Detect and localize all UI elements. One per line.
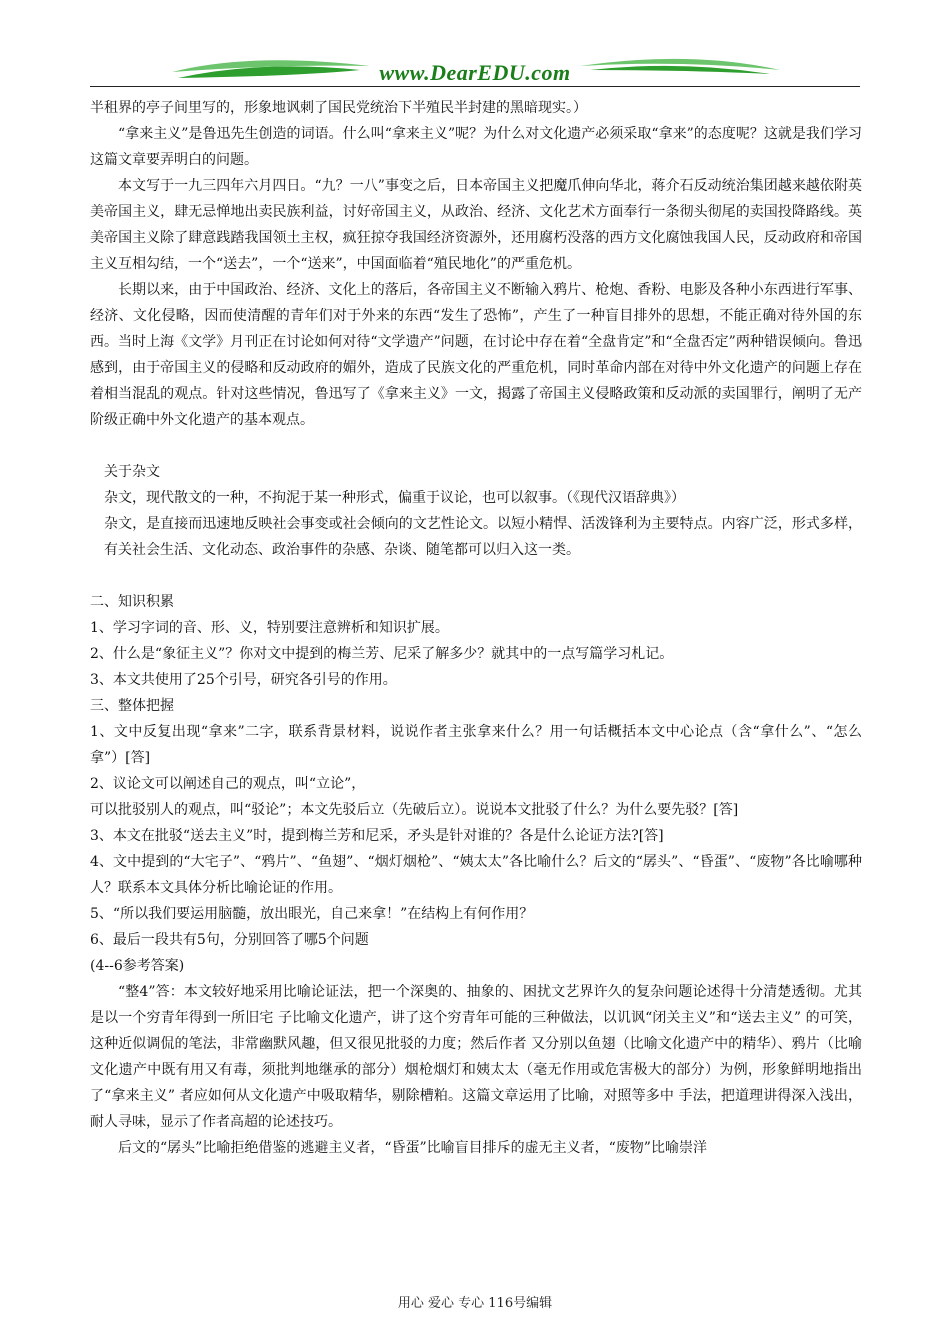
page-footer: 用心 爱心 专心 116号编辑 (397, 1296, 553, 1311)
paragraph: 3、本文共使用了25个引号，研究各引号的作用。 (90, 672, 397, 688)
paragraph: 6、最后一段共有5句，分别回答了哪5个问题 (90, 932, 369, 948)
paragraph: “整4”答：本文较好地采用比喻论证法，把一个深奥的、抽象的、困扰文艺界许久的复杂问题论述得十分清楚透彻。尤其是以一个穷青年得到一所旧宅 子比喻文化遗产，讲了这个穷青年可能的三种做法，以讥讽“闭关主义”和“送去主义” 的可笑，这种近似调侃的笔法，非常幽默风趣，但又很见批驳的力度；然后作者 又分别以鱼翅（比喻文化遗产中的精华）、鸦片（比喻文化遗产中既有用又有毒，须批判地继承的部分）烟枪烟灯和姨太太（毫无作用或危害极大的部分）为例，形象鲜明地指出了“拿来主义” 者应如何从文化遗产中吸取精华，剔除槽粕。这篇文章运用了比喻，对照等多中 手法，把道理讲得深入浅出，耐人寻味，显示了作者高超的论述技巧。 (90, 984, 862, 1130)
header-divider (90, 86, 860, 87)
paragraph: 长期以来，由于中国政治、经济、文化上的落后，各帝国主义不断输入鸦片、枪炮、香粉、电影及各种小东西进行军事、经济、文化侵略，因而使清醒的青年们对于外来的东西“发生了恐怖”，产生了一种盲目排外的思想，不能正确对待外国的东西。当时上海《文学》月刊正在讨论如何对待“文学遗产”问题，在讨论中存在着“全盘肯定”和“全盘否定”两种错误倾向。鲁迅感到，由于帝国主义的侵略和反动政府的媚外，造成了民族文化的严重危机，同时革命内部在对待中外文化遗产的问题上存在着相当混乱的观点。针对这些情况，鲁迅写了《拿来主义》一文，揭露了帝国主义侵略政策和反动派的卖国罪行，阐明了无产阶级正确中外文化遗产的基本观点。 (90, 282, 862, 428)
paragraph: 本文写于一九三四年六月四日。“九？一八”事变之后，日本帝国主义把魔爪伸向华北，蒋介石反动统治集团越来越依附英美帝国主义，肆无忌惮地出卖民族利益，讨好帝国主义，从政治、经济、文化艺术方面奉行一条彻头彻尾的卖国投降路线。英美帝国主义除了肆意践踏我国领土主权，疯狂掠夺我国经济资源外，还用腐朽没落的西方文化腐蚀我国人民，反动政府和帝国主义互相勾结，一个“送去”，一个“送来”，中国面临着“殖民地化”的严重危机。 (90, 178, 862, 272)
paragraph: 半租界的亭子间里写的，形象地讽刺了国民党统治下半殖民半封建的黑暗现实。） (90, 100, 587, 116)
document-body (90, 95, 862, 1161)
paragraph: 杂文，是直接而迅速地反映社会事变或社会倾向的文艺性论文。以短小精悍、活泼锋利为主要特点。内容广泛，形式多样，有关社会生活、文化动态、政治事件的杂感、杂谈、随笔都可以归入这一类。 (104, 516, 862, 558)
paragraph: 3、本文在批驳“送去主义”时，提到梅兰芳和尼采，矛头是针对谁的？各是什么论证方法?[答] (90, 828, 664, 844)
paragraph: 4、文中提到的“大宅子”、“鸦片”、“鱼翅”、“烟灯烟枪”、“姨太太”各比喻什么？后文的“孱头”、“昏蛋”、“废物”各比喻哪种人？联系本文具体分析比喻论证的作用。 (90, 854, 862, 896)
page-header (0, 0, 950, 92)
blank-line (90, 563, 862, 589)
paragraph: 2、什么是“象征主义”？你对文中提到的梅兰芳、尼采了解多少？就其中的一点写篇学习札记。 (90, 646, 674, 662)
paragraph: 杂文，现代散文的一种，不拘泥于某一种形式，偏重于议论，也可以叙事。（《现代汉语辞典》） (104, 490, 685, 506)
paragraph: 2、议论文可以阐述自己的观点，叫“立论”， (90, 776, 366, 792)
paragraph: 关于杂文 (104, 464, 160, 480)
paragraph: 1、文中反复出现“拿来”二字，联系背景材料，说说作者主张拿来什么？用一句话概括本文中心论点（含“拿什么”、“怎么拿”）[答] (90, 724, 862, 766)
paragraph: 1、学习字词的音、形、义，特别要注意辨析和知识扩展。 (90, 620, 449, 636)
blank-line (90, 433, 862, 459)
paragraph: 二、知识积累 (90, 594, 174, 610)
paragraph: 三、整体把握 (90, 698, 174, 714)
paragraph: (4--6参考答案) (90, 958, 185, 974)
paragraph: 后文的“孱头”比喻拒绝借鉴的逃避主义者，“昏蛋”比喻盲目排斥的虚无主义者，“废物”比喻崇洋 (118, 1140, 707, 1156)
site-logo[interactable]: www.DearEDU.com (379, 60, 571, 85)
paragraph: 5、“所以我们要运用脑髓，放出眼光，自己来拿！”在结构上有何作用？ (90, 906, 534, 922)
paragraph: 可以批驳别人的观点，叫“驳论”；本文先驳后立（先破后立）。说说本文批驳了什么？为什么要先驳？[答] (90, 802, 739, 818)
paragraph: “拿来主义”是鲁迅先生创造的词语。什么叫“拿来主义”呢？为什么对文化遗产必须采取“拿来”的态度呢？这就是我们学习这篇文章要弄明白的问题。 (90, 126, 862, 168)
